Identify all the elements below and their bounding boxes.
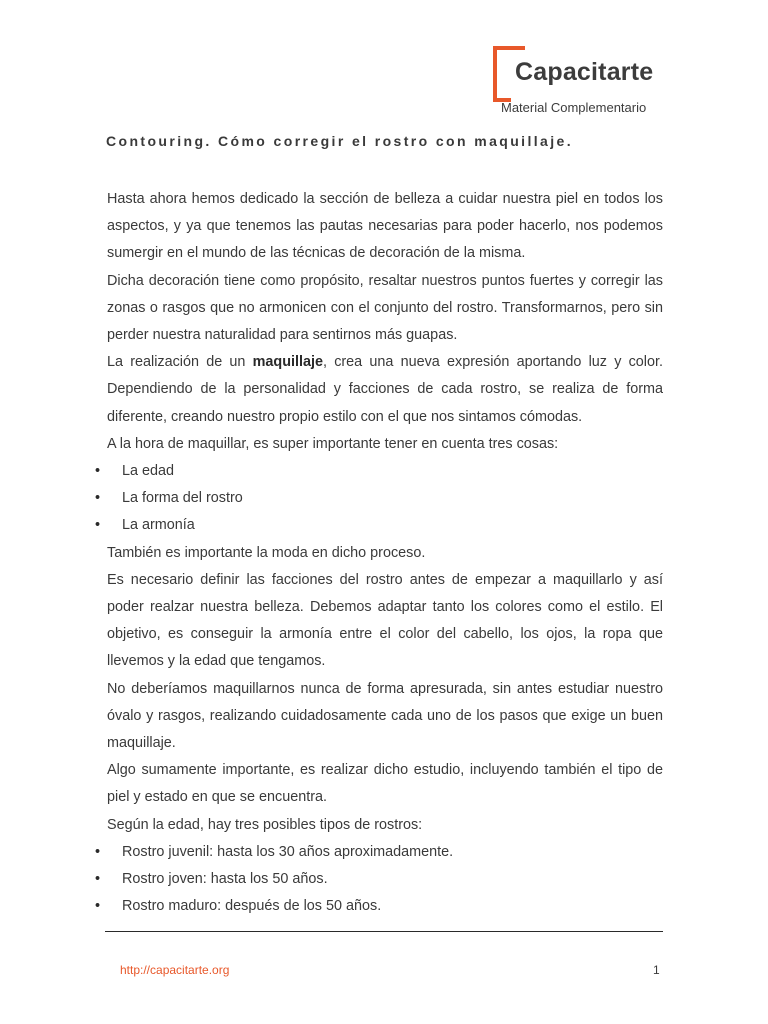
footer-divider <box>105 931 663 932</box>
paragraph-2: Dicha decoración tiene como propósito, resaltar nuestros puntos fuertes y corregir las zonas o rasgos que no armonicen con el conjunto del rostro. Transformarnos, pero sin perder nuestra naturalidad para sentirnos más guapas. <box>107 272 663 344</box>
logo-bracket-icon <box>493 46 517 102</box>
document-body <box>107 186 663 920</box>
document-title: Contouring. Cómo corregir el rostro con maquillaje. <box>106 133 573 149</box>
page-number: 1 <box>653 963 660 977</box>
paragraph-4: A la hora de maquillar, es super importante tener en cuenta tres cosas: <box>107 435 559 452</box>
list-item: • Rostro maduro: después de los 50 años. <box>107 893 663 920</box>
paragraph-5: También es importante la moda en dicho proceso. <box>107 544 426 561</box>
paragraph-3-bold-term: maquillaje <box>252 354 323 371</box>
list-item: • La edad <box>107 458 663 485</box>
paragraph-3-start: La realización de un <box>107 354 253 371</box>
paragraph-3 <box>107 349 663 431</box>
list-item: • Rostro joven: hasta los 50 años. <box>107 866 663 893</box>
paragraph-7: No deberíamos maquillarnos nunca de forma apresurada, sin antes estudiar nuestro óvalo y rasgos, realizando cuidadosamente cada uno de los pasos que exige un buen maquillaje. <box>107 680 663 752</box>
logo-name: Capacitarte <box>515 58 654 86</box>
brand-logo <box>493 46 658 120</box>
paragraph-8: Algo sumamente importante, es realizar dicho estudio, incluyendo también el tipo de piel y estado en que se encuentra. <box>107 762 663 806</box>
list-item: • Rostro juvenil: hasta los 30 años aproximadamente. <box>107 839 663 866</box>
logo-tagline: Material Complementario <box>501 100 647 115</box>
paragraph-6: Es necesario definir las facciones del rostro antes de empezar a maquillarlo y así poder realzar nuestra belleza. Debemos adaptar tanto los colores como el estilo. El objetivo, es conseguir la armonía entre el color del cabello, los ojos, la ropa que llevemos y la edad que tengamos. <box>107 571 663 670</box>
list-item: • La forma del rostro <box>107 485 663 512</box>
logo-bracket-top-mark <box>517 46 525 50</box>
list-item: • La armonía <box>107 512 663 539</box>
paragraph-1: Hasta ahora hemos dedicado la sección de belleza a cuidar nuestra piel en todos los aspectos, y ya que tenemos las pautas necesarias para poder hacerlo, nos podemos sumergir en el mundo de las técnicas de decoración de la misma. <box>107 191 663 262</box>
paragraph-9: Según la edad, hay tres posibles tipos de rostros: <box>107 816 423 833</box>
paragraph-3-end: , crea una nueva expresión aportando luz y color. Dependiendo de la personalidad y facciones de cada rostro, se realiza de forma diferente, creando nuestro propio estilo con el que nos sintamos cómodas. <box>107 354 663 425</box>
bullet-list-factors <box>107 458 663 540</box>
footer-link[interactable]: http://capacitarte.org <box>120 963 230 977</box>
bullet-list-face-types <box>107 839 663 921</box>
